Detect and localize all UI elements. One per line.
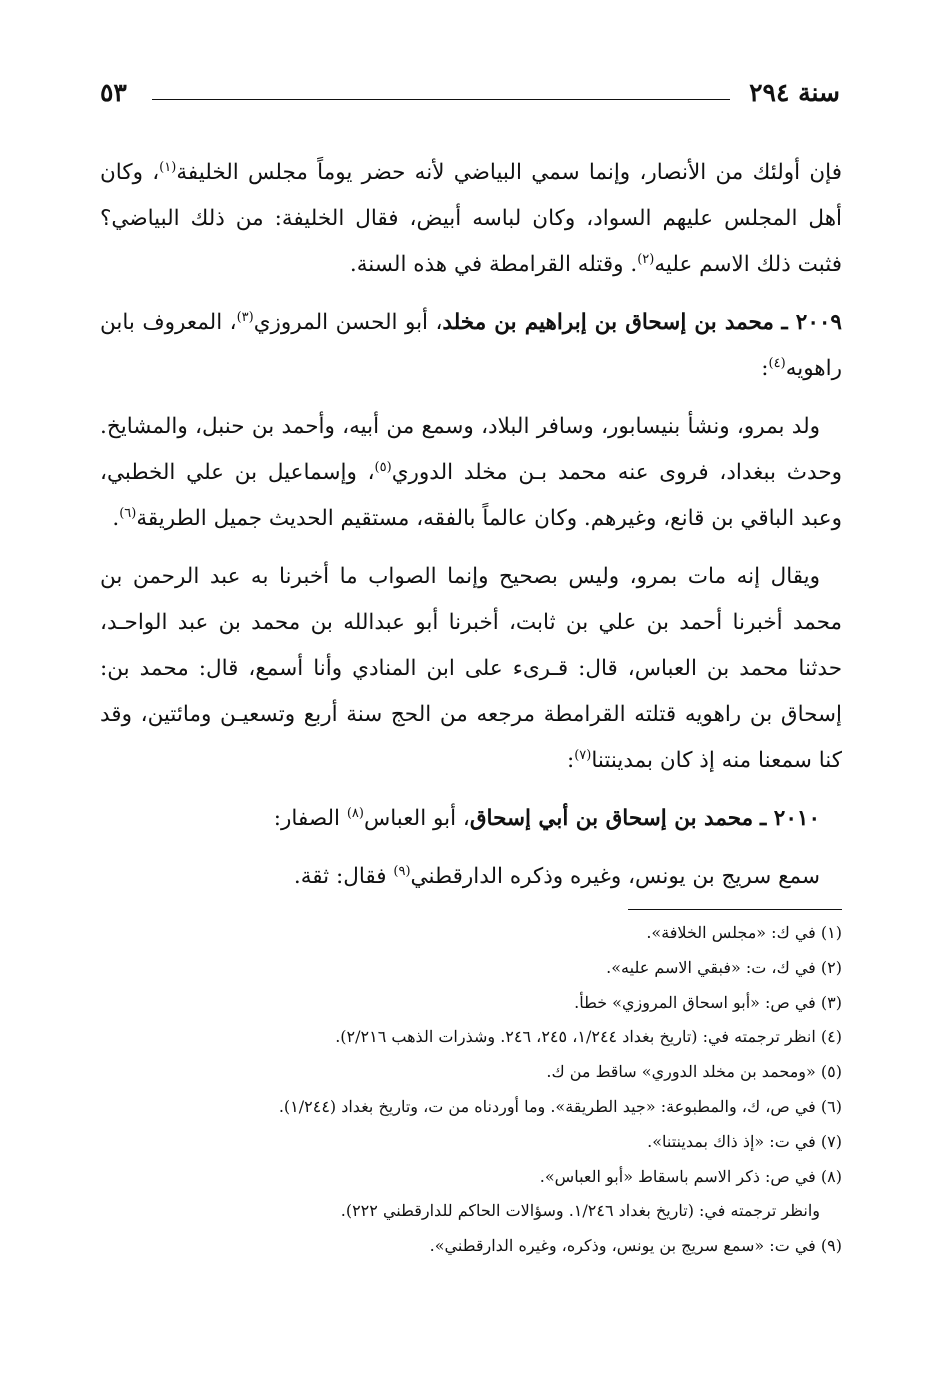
- paragraph-text: ، المعروف بابن راهويه: [100, 310, 842, 381]
- paragraph-1: [100, 150, 842, 288]
- entry-2010: [100, 796, 842, 842]
- footnote-separator: [628, 909, 842, 910]
- footnote-ref-7: (٧): [574, 747, 592, 763]
- footnote-ref-2: (٢): [637, 251, 655, 267]
- footnote-9: (٩) في ت: «سمع سريج بن يونس، وذكره، وغيره الدارقطني».: [429, 1236, 842, 1256]
- footnote-6: (٦) في ص، ك، والمطبوعة: «جيد الطريقة». وما أوردناه من ت، وتاريخ بغداد (١/٢٤٤).: [278, 1096, 842, 1116]
- footnote-ref-3: (٣): [236, 309, 254, 325]
- entry-name: محمد بن إسحاق بن إبراهيم بن مخلد: [442, 310, 774, 335]
- footnote-8: (٨) في ص: ذكر الاسم باسقاط «أبو العباس».: [539, 1166, 842, 1186]
- paragraph-text: ، أبو الحسن المروزي: [253, 310, 443, 335]
- footnotes: [100, 916, 842, 1264]
- paragraph-text: فقال: ثقة.: [293, 864, 394, 889]
- paragraph-6: [100, 854, 842, 900]
- footnote-4: (٤) انظر ترجمته في: (تاريخ بغداد ١/٢٤٤، ٢٤٥، ٢٤٦. وشذرات الذهب ٢/٢١٦).: [335, 1027, 842, 1047]
- entry-2009: [100, 300, 842, 392]
- footnote-2: (٢) في ك، ت: «فبقي الاسم عليه».: [606, 957, 842, 977]
- paragraph-text: الصفار:: [273, 806, 347, 831]
- footnote-5: (٥) «ومحمد بن مخلد الدوري» ساقط من ك.: [546, 1062, 842, 1082]
- footnote-ref-9: (٩): [393, 863, 411, 879]
- main-text: [100, 150, 842, 912]
- entry-number: ٢٠٠٩ ـ: [781, 310, 842, 335]
- footnote-ref-6: (٦): [119, 505, 137, 521]
- paragraph-4: [100, 554, 842, 784]
- entry-name: محمد بن إسحاق بن أبي إسحاق: [469, 806, 754, 831]
- paragraph-text: ، وإسماعيل بن علي الخطبي، وعبد الباقي بن قانع، وغيرهم. وكان عالماً بالفقه، مستقيم الحديث جميل الطريقة: [100, 460, 842, 531]
- paragraph-text: فإن أولئك من الأنصار، وإنما سمي البياضي لأنه حضر يوماً مجلس الخليفة: [176, 160, 842, 185]
- footnote-7: (٧) في ت: «إذ ذاك بمدينتنا».: [647, 1131, 842, 1151]
- footnote-8-continuation: وانظر ترجمته في: (تاريخ بغداد ١/٢٤٦. وسؤالات الحاكم للدارقطني ٢٢٢).: [340, 1201, 820, 1221]
- footnote-3: (٣) في ص: «أبو اسحاق المروزي» خطأ.: [574, 992, 842, 1012]
- footnote-ref-1: (١): [159, 159, 177, 175]
- footnote-1: (١) في ك: «مجلس الخلافة».: [646, 923, 842, 942]
- footnote-ref-4: (٤): [768, 355, 786, 371]
- paragraph-text: سمع سريج بن يونس، وغيره وذكره الدارقطني: [410, 864, 820, 889]
- paragraph-text: :: [566, 748, 575, 773]
- paragraph-text: ويقال إنه مات بمرو، وليس بصحيح وإنما الصواب ما أخبرنا به عبد الرحمن بن محمد أخبرنا أحمد بن علي بن ثابت، أخبرنا أبو عبدالله بن محمد بن عبد الواحـد، حدثنا محمد بن العباس، قال: قـرىء على ابن المنادي وأنا أسمع، قال: محمد بن: إسحاق بن راهويه قتلته القرامطة مرجعه من الحج سنة أربع وتسعيـن ومائتين، وقد كنا سمعنا منه إذ كان بمدينتنا: [100, 564, 842, 773]
- entry-number: ٢٠١٠ ـ: [760, 806, 820, 831]
- paragraph-text: ، وكان أهل المجلس عليهم السواد، وكان لباسه أبيض، فقال الخليفة: من ذلك البياضي؟ فثبت ذلك الاسم عليه: [100, 160, 842, 277]
- running-head-year: سنة ٢٩٤: [749, 78, 840, 107]
- paragraph-text: ، أبو العباس: [363, 806, 470, 831]
- paragraph-3: [100, 404, 842, 542]
- paragraph-text: ولد بمرو، ونشأ بنيسابور، وسافر البلاد، وسمع من أبيه، وأحمد بن حنبل، والمشايخ. وحدث ببغداد، فروى عنه محمد بـن مخلد الدوري: [100, 414, 842, 485]
- paragraph-text: :: [761, 356, 769, 381]
- paragraph-text: . وقتله القرامطة في هذه السنة.: [349, 252, 638, 277]
- page-header: [100, 78, 840, 118]
- paragraph-text: .: [112, 506, 120, 531]
- header-rule: [152, 99, 730, 100]
- page-number: ٥٣: [100, 78, 127, 107]
- footnote-ref-5: (٥): [374, 459, 392, 475]
- footnote-ref-8: (٨): [346, 805, 364, 821]
